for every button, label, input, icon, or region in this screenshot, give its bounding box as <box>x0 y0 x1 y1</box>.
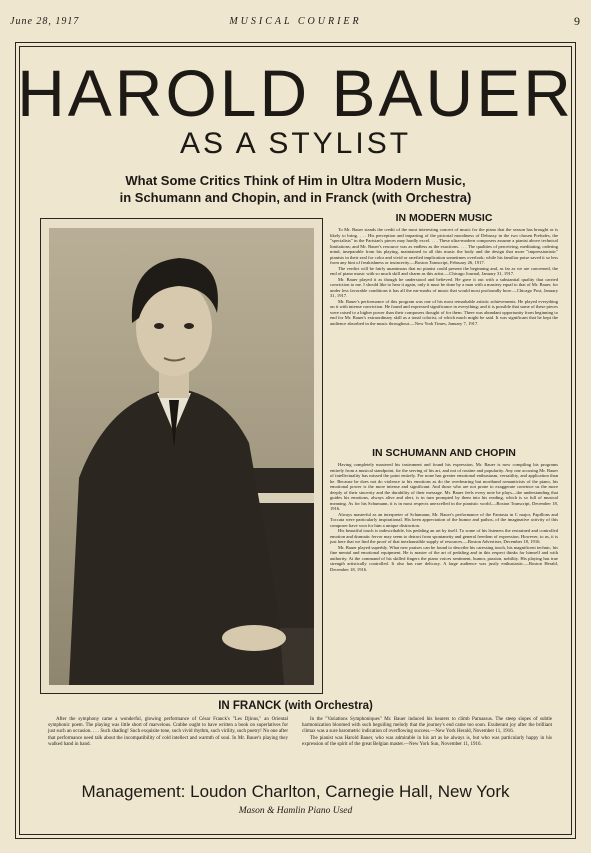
portrait-frame <box>40 218 323 694</box>
modern-music-heading: IN MODERN MUSIC <box>395 212 493 224</box>
modern-music-body <box>330 227 558 326</box>
review-paragraph: The pianist was Harold Bauer, who was admirable in his art as he always is, but who was particularly happy in his expression of the spirit of the great Belgian master.—New York Sun, November 11, 1916. <box>302 735 552 747</box>
tagline-line-1: What Some Critics Think of Him in Ultra Modern Music, <box>125 173 466 188</box>
franck-right-body <box>302 717 552 748</box>
review-paragraph: Mr. Bauer played it as though he understood and believed. He gave it out with a substantial quality that carried conviction to me. I should like to hear it again, only it must be done by a man with a mastery equal to that of Mr. Bauer, for under less favorable conditions it has all the ear-marks of music that would most profoundly bore.—Chicago Post, January 31, 1917. <box>330 276 558 298</box>
portrait-illustration <box>49 228 314 685</box>
review-paragraph: His beautiful touch is indescribable, his pedaling an art by itself. To some of his listeners the restrained and controlled emotion and dramatic fervor may seem to detract from spontaneity and general freedom of expression. However, to us, it is just here that we find the proof of that inexhaustible supply of resources.—Boston Advertiser, December 18, 1916. <box>330 528 558 544</box>
modern-music-column <box>330 212 558 326</box>
review-paragraph: Mr. Bauer played superbly. What new praises can be found to describe his caressing touch, his magnificent technic, his fine mental and emotional equipment. He is master of the art of pedaling and in this respect thinks for himself and with authority. At the command of his skilled fingers the piano voices sentiment, humor, passion, nobility. His playing has true strength artistically controlled. It also has rare delicacy. A large audience was justly enthusiastic.—Boston Herald, December 18, 1916. <box>330 544 558 572</box>
franck-heading: IN FRANCK (with Orchestra) <box>218 700 373 712</box>
tagline <box>40 172 551 206</box>
review-paragraph: After the symphony came a wonderful, glowing performance of César Franck's "Les Djinns," an Oriental symphonic poem. The playing was little short of marvelous. Crabbe ought to have written a book on superlatives for just such an occasion. . . . Such shading! Such exquisite tone, such vivid rhythm, such virility, such poetry! No one after that performance need talk about the incompatibility of cold intellect and warmth of soul. In Mr. Bauer's playing they walked hand in hand. <box>48 717 288 747</box>
review-paragraph: Always masterful as an interpreter of Schumann, Mr. Bauer's performance of the Fantasia in C major, Papillons and Toccata were particularly inspirational. His keen appreciation of the humor and pathos, of the imaginative activity of this composer have won for him a unique distinction. <box>330 511 558 528</box>
review-paragraph: Having completely mastered his instrument and found his expression, Mr. Bauer is now compiling his programs entirely from a musical standpoint, for the serving of his art, and not of routine and popularity. Any one accusing Mr. Bauer of intellectuality has missed the point entirely. For none has greater emotional enthusiasm, versatility, and application than he. Because he does not do violence to his emotions as do the overbearing but moribund romanticists of the piano, his emotional power is the more intense and significant. And those who are not prone to exaggerate convince us the more deeply of their sincerity and the durability of their message. Mr. Bauer feels every note he plays—the understanding that guides his emotions, always alive and alert, is in turn prompted by them into his reading, which is so full of musical meaning. As for his Schumann, it is in most respects unexcelled in the pianistic world.—Boston Transcript, December 18, 1916. <box>330 462 558 511</box>
publication-name: MUSICAL COURIER <box>229 16 362 27</box>
portrait-photo <box>49 228 314 685</box>
page-title: HAROLD BAUER <box>17 56 574 130</box>
management-line: Management: Loudon Charlton, Carnegie Hall, New York <box>81 782 510 801</box>
franck-right-column <box>302 717 552 748</box>
tagline-line-2: in Schumann and Chopin, and in Franck (with Orchestra) <box>119 190 472 205</box>
franck-left-body <box>48 717 288 748</box>
issue-date: June 28, 1917 <box>10 16 80 27</box>
review-paragraph: Mr. Bauer's performance of this program was one of his most remarkable artistic achievements. He played everything on it with intense conviction. He found and expressed significance in everything; and it is possible that some of these pieces were raised to a higher power than their composers thought of for them. There was abundant opportunity from beginning to end for Mr. Bauer's extraordinary skill as a tonal colorist, of which much might be said. It was significant that he kept the audience absorbed in the music throughout.—New York Times, January 7, 1917. <box>330 298 558 326</box>
review-paragraph: In the "Variations Symphoniques" Mr. Bauer induced his hearers to climb Parnassus. The steep slopes of subtle harmonization bloomed with such beguiling melody that the journey's end came too soon. Exuberant joy after the brilliant climax was a sure barometric indication of overflowing success.—New York Herald, November 11, 1916. <box>302 717 552 735</box>
schumann-chopin-column <box>330 447 558 572</box>
page-number: 9 <box>574 14 581 28</box>
schumann-chopin-body <box>330 462 558 572</box>
review-paragraph: The verdict will be fairly unanimous that no pianist could present the beginning and, as far as we are concerned, the end of piano music with so much skill and charm as this artist.—Chicago Journal, January 31, 1917. <box>330 265 558 276</box>
page-header <box>10 8 581 30</box>
piano-credit: Mason & Hamlin Piano Used <box>238 806 353 816</box>
schumann-chopin-heading: IN SCHUMANN AND CHOPIN <box>372 447 516 459</box>
review-paragraph: To Mr. Bauer stands the credit of the most interesting concert of music for the piano that the season has brought or is likely to bring. . . . His perception and imparting of the pictorial moodiness of Debussy in the two chosen Preludes, the "specialists" in the Parisian's pieces may hardly excel. . . . These ultra-modern composers assume a pianist above technical limitations; and Mr. Bauer's resource was as endless as the exactions. . . . The qualities of perceiving, meditating, ordering mind, inseparable from his playing, maintained in all this music the body and the design that more "impressionistic" pianists in their zeal for color and vivid or rarefied implication sometimes overlook; while his familiar poise saved it so less from any hint of freakishness or insincerity.—Boston Transcript, February 26, 1917. <box>330 227 558 265</box>
page-subtitle: AS A STYLIST <box>179 127 412 160</box>
franck-left-column <box>48 717 288 748</box>
